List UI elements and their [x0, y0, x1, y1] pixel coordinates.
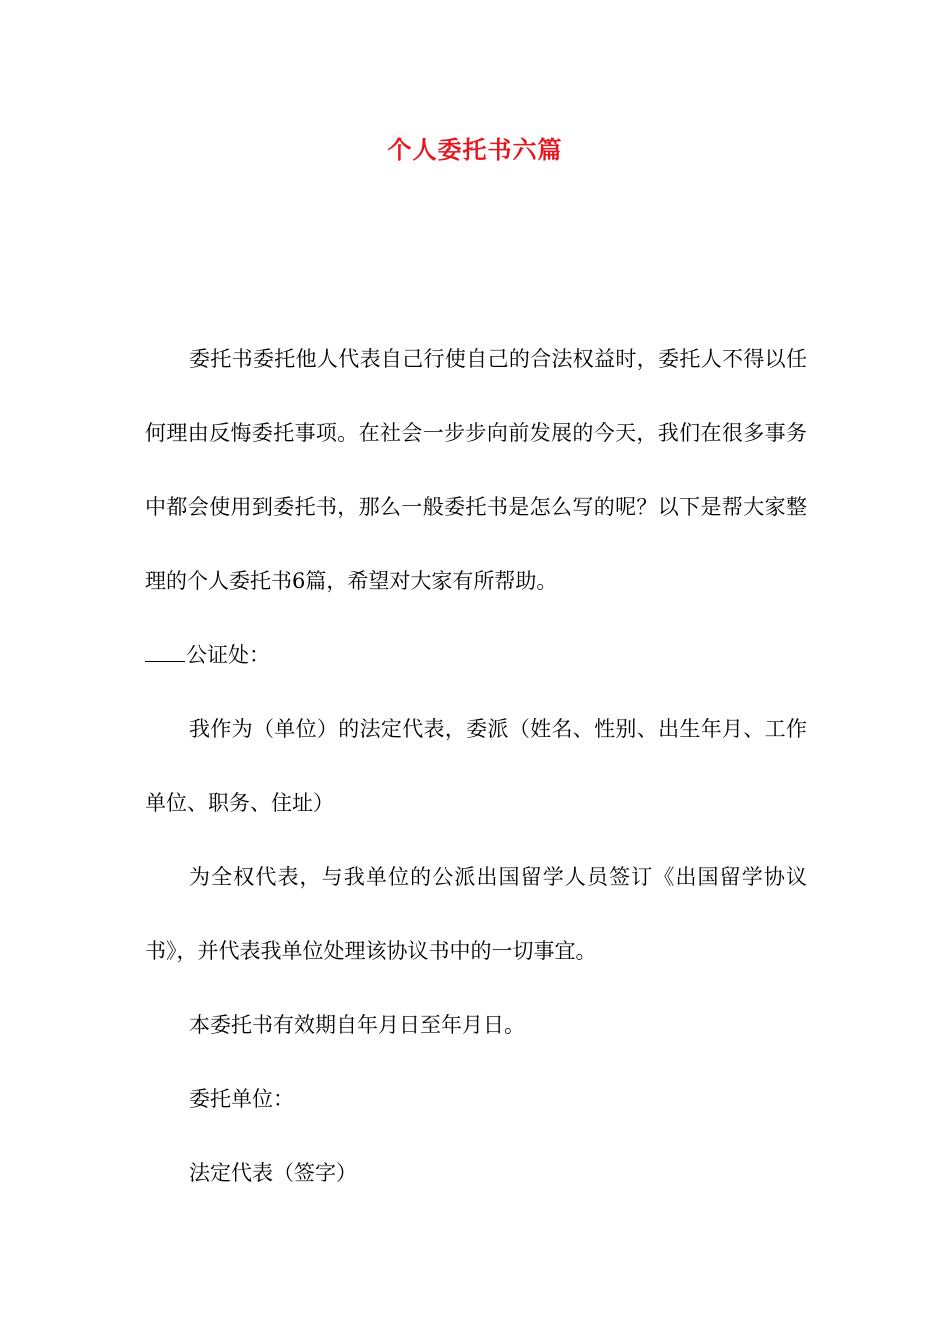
- validity-paragraph: 本委托书有效期自年月日至年月日。: [189, 1013, 525, 1037]
- authority-paragraph: 为全权代表，与我单位的公派出国留学人员签订《出国留学协议书》，并代表我单位处理该协议书中的一切事宜。: [145, 865, 807, 963]
- document-title: 个人委托书六篇: [387, 135, 563, 164]
- intro-paragraph: 委托书委托他人代表自己行使自己的合法权益时，委托人不得以任何理由反悔委托事项。在社会一步步向前发展的今天，我们在很多事务中都会使用到委托书，那么一般委托书是怎么写的呢？以下是帮大家整理的个人委托书6篇，希望对大家有所帮助。: [145, 347, 807, 593]
- delegation-paragraph: 我作为（单位）的法定代表，委派（姓名、性别、出生年月、工作单位、职务、住址）: [145, 717, 807, 815]
- document-body: [145, 322, 807, 1210]
- addressee-text: 公证处：: [186, 643, 270, 667]
- blank-underline: [145, 645, 185, 662]
- legal-representative-signature-line: 法定代表（签字）: [189, 1161, 357, 1185]
- addressee-line: [145, 618, 807, 692]
- entrusting-unit-line: 委托单位：: [189, 1087, 294, 1111]
